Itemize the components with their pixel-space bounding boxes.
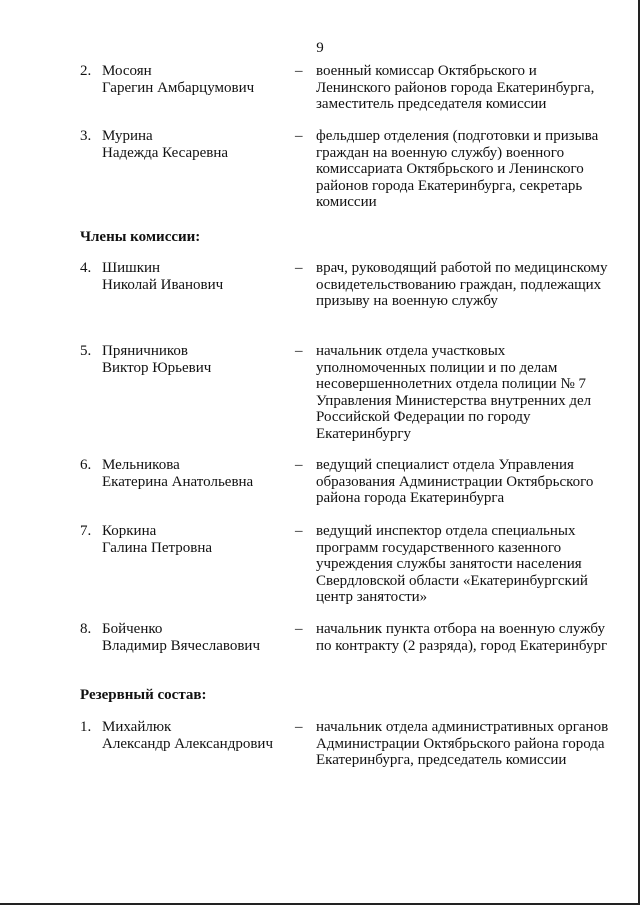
surname: Бойченко bbox=[102, 621, 163, 637]
surname: Шишкин bbox=[102, 260, 161, 276]
list-item bbox=[80, 523, 610, 605]
given-name: Екатерина Анатольевна bbox=[102, 473, 254, 490]
dash-separator: – bbox=[295, 523, 303, 539]
page-number: 9 bbox=[316, 40, 324, 56]
person-role: фельдшер отделения (подготовки и призыва граждан на военную службу) военного комиссариата Октябрьского и Ленинского районов города Екатеринбурга, секретарь комиссии bbox=[316, 128, 599, 210]
surname: Пряничников bbox=[102, 343, 188, 359]
item-number: 6. bbox=[80, 457, 92, 473]
surname: Мурина bbox=[102, 128, 153, 144]
person-name bbox=[102, 260, 292, 293]
item-number: 7. bbox=[80, 523, 92, 539]
surname: Коркина bbox=[102, 523, 157, 539]
dash-separator: – bbox=[295, 457, 303, 473]
dash-separator: – bbox=[295, 621, 303, 637]
dash-separator: – bbox=[295, 63, 303, 79]
list-item bbox=[80, 128, 610, 210]
person-role: военный комиссар Октябрьского и Ленинского районов города Екатеринбурга, заместитель председателя комиссии bbox=[316, 63, 595, 112]
members-section-title: Члены комиссии: bbox=[80, 229, 201, 245]
reserve-section-title: Резервный состав: bbox=[80, 687, 207, 703]
person-role: начальник отдела административных органов Администрации Октябрьского района города Екатеринбурга, председатель комиссии bbox=[316, 719, 609, 768]
surname: Михайлюк bbox=[102, 719, 172, 735]
given-name: Владимир Вячеславович bbox=[102, 637, 260, 654]
dash-separator: – bbox=[295, 343, 303, 359]
item-number: 3. bbox=[80, 128, 92, 144]
list-item bbox=[80, 457, 610, 527]
person-name bbox=[102, 719, 292, 752]
given-name: Александр Александрович bbox=[102, 735, 273, 752]
dash-separator: – bbox=[295, 128, 303, 144]
dash-separator: – bbox=[295, 719, 303, 735]
given-name: Галина Петровна bbox=[102, 539, 213, 556]
list-item bbox=[80, 719, 610, 789]
list-item bbox=[80, 260, 610, 330]
item-number: 5. bbox=[80, 343, 92, 359]
person-name bbox=[102, 621, 292, 654]
item-number: 8. bbox=[80, 621, 92, 637]
person-role: ведущий специалист отдела Управления образования Администрации Октябрьского района города Екатеринбурга bbox=[316, 457, 594, 506]
given-name: Надежда Кесаревна bbox=[102, 144, 229, 161]
item-number: 2. bbox=[80, 63, 92, 79]
person-role: ведущий инспектор отдела специальных программ государственного казенного учреждения службы занятости населения Свердловской области «Екатеринбургский центр занятости» bbox=[316, 523, 588, 605]
person-name bbox=[102, 457, 292, 490]
item-number: 1. bbox=[80, 719, 92, 735]
person-name bbox=[102, 128, 292, 161]
given-name: Николай Иванович bbox=[102, 276, 224, 293]
person-role: начальник отдела участковых уполномоченных полиции и по делам несовершеннолетних отдела полиции № 7 Управления Министерства внутренних дел Российской Федерации по городу Екатеринбургу bbox=[316, 343, 592, 442]
given-name: Виктор Юрьевич bbox=[102, 359, 212, 376]
item-number: 4. bbox=[80, 260, 92, 276]
list-item bbox=[80, 343, 610, 442]
list-item bbox=[80, 621, 610, 691]
person-name bbox=[102, 63, 292, 96]
given-name: Гарегин Амбарцумович bbox=[102, 79, 255, 96]
surname: Мельникова bbox=[102, 457, 180, 473]
dash-separator: – bbox=[295, 260, 303, 276]
surname: Мосоян bbox=[102, 63, 152, 79]
person-name bbox=[102, 343, 292, 376]
person-name bbox=[102, 523, 292, 556]
person-role: врач, руководящий работой по медицинскому освидетельствованию граждан, подлежащих призыву на военную службу bbox=[316, 260, 608, 309]
person-role: начальник пункта отбора на военную службу по контракту (2 разряда), город Екатеринбург bbox=[316, 621, 608, 654]
list-item bbox=[80, 63, 610, 133]
